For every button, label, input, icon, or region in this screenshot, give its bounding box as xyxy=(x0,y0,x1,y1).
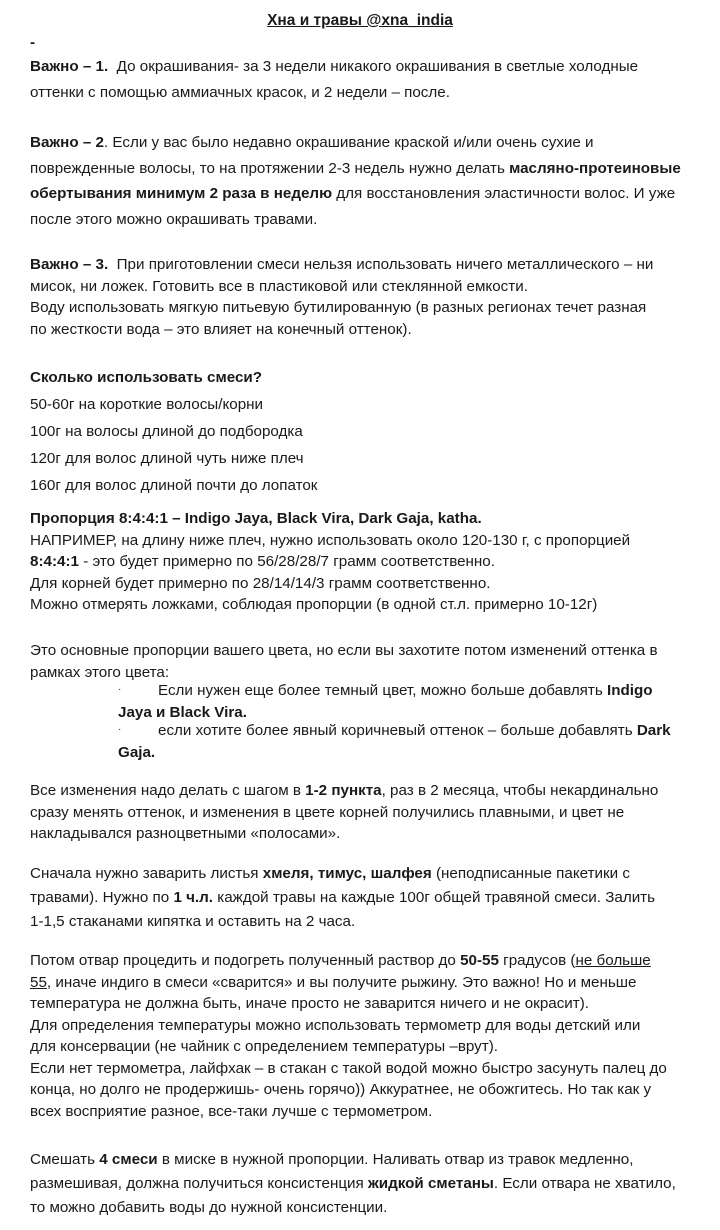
bullet-item-darker: · Если нужен еще более темный цвет, можно больше добавлять Indigo Jaya и Black Vira. xyxy=(118,682,653,721)
bullet-dot: · xyxy=(118,724,122,735)
dash-mark: - xyxy=(30,34,36,51)
bullet-dot: · xyxy=(118,684,122,695)
amount-heading: Сколько использовать смеси? xyxy=(30,369,263,386)
important-3-label: Важно – 3. xyxy=(30,256,109,273)
important-2-label: Важно – 2 xyxy=(30,134,104,151)
important-2-paragraph: Важно – 2. Если у вас было недавно окрашивание краской и/или очень сухие и поврежденные волосы, то на протяжении 2-3 недель нужно делать масляно-протеиновые обертывания минимум 2 раза в неделю для восстановления эластичности волос. И уже после этого можно окрашивать травами. xyxy=(30,134,681,228)
temperature-paragraph: Потом отвар процедить и подогреть полученный раствор до 50-55 градусов (не больше 55, иначе индиго в смеси «сварится» и вы получите рыжину. Это важно! Но и меньше температура не должна быть, иначе просто не заварится ничего и не окрасит). Для определения температуры можно использовать термометр для воды детский или для консервации (не чайник с определением температуры –врут). Если нет термометра, лайфхак – в стакан с такой водой можно быстро засунуть палец до конца, но долго не продержишь- очень горячо)) Аккуратнее, не обожгитесь. Но так как у всех восприятие разное, все-таки лучше с термометром. xyxy=(30,952,667,1120)
list-item: 160г для волос длиной почти до лопаток xyxy=(30,477,318,494)
changes-paragraph: Все изменения надо делать с шагом в 1-2 пункта, раз в 2 месяца, чтобы некардинально сразу менять оттенок, и изменения в цвете корней получились плавными, и цвет не накладывался разноцветными «полосами». xyxy=(30,782,659,842)
proportion-heading: Пропорция 8:4:4:1 – Indigo Jaya, Black Vira, Dark Gaja, katha. xyxy=(30,510,482,527)
document-title: Хна и травы @xna_india xyxy=(267,12,453,29)
list-item: 50-60г на короткие волосы/корни xyxy=(30,396,264,413)
herbs-paragraph: Сначала нужно заварить листья хмеля, тимус, шалфея (неподписанные пакетики с травами). Нужно по 1 ч.л. каждой травы на каждые 100г общей травяной смеси. Залить 1-1,5 стаканами кипятка и оставить на 2 часа. xyxy=(30,865,656,930)
amount-section xyxy=(30,364,702,499)
shade-paragraph: Это основные пропорции вашего цвета, но если вы захотите потом изменений оттенка в рамках этого цвета: xyxy=(30,642,658,681)
proportion-section: Пропорция 8:4:4:1 – Indigo Jaya, Black Vira, Dark Gaja, katha. НАПРИМЕР, на длину ниже плеч, нужно использовать около 120-130 г, с пропорцией 8:4:4:1 - это будет примерно по 56/28/28/7 грамм соответственно. Для корней будет примерно по 28/14/14/3 грамм соответственно. Можно отмерять ложками, соблюдая пропорции (в одной ст.л. примерно 10-12г) xyxy=(30,510,631,613)
list-item: 120г для волос длиной чуть ниже плеч xyxy=(30,450,304,467)
mix-paragraph: Смешать 4 смеси в миске в нужной пропорции. Наливать отвар из травок медленно, размешивая, должна получиться консистенция жидкой сметаны. Если отвара не хватило, то можно добавить воды до нужной консистенции. xyxy=(30,1151,676,1216)
important-3-paragraph: Важно – 3. При приготовлении смеси нельзя использовать ничего металлического – ни мисок, ни ложек. Готовить все в пластиковой или стеклянной емкости. Воду использовать мягкую питьевую бутилированную (в разных регионах течет разная по жесткости вода – это влияет на конечный оттенок). xyxy=(30,256,654,338)
list-item: 100г на волосы длиной до подбородка xyxy=(30,423,303,440)
bullet-item-brown: · если хотите более явный коричневый оттенок – больше добавлять Dark Gaja. xyxy=(118,722,671,761)
important-1-label: Важно – 1. xyxy=(30,58,109,75)
important-1-paragraph: Важно – 1. До окрашивания- за 3 недели никакого окрашивания в светлые холодные оттенки с помощью аммиачных красок, и 2 недели – после. xyxy=(30,58,639,101)
